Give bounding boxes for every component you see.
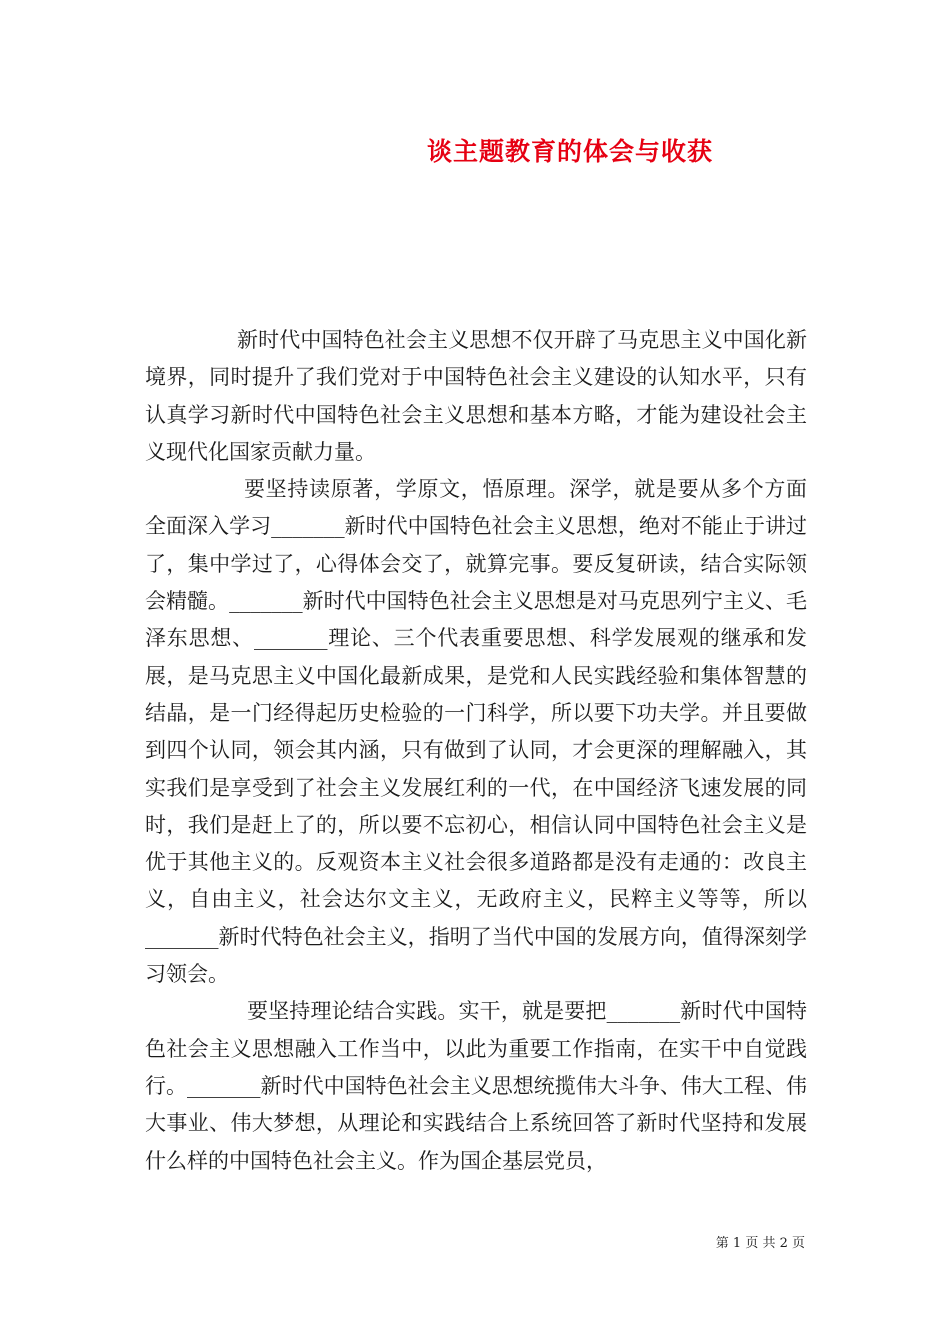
paragraph-study-original: 要坚持读原著，学原文，悟原理。深学，就是要从多个方面全面深入学习_______新时代中国特色社会主义思想，绝对不能止于讲过了，集中学过了，心得体会交了，就算完事。要反复研读，结合实际领会精髓。_______新时代中国特色社会主义思想是对马克思列宁主义、毛泽东思想、_______理论、三个代表重要思想、科学发展观的继承和发展，是马克思主义中国化最新成果，是党和人民实践经验和集体智慧的结晶，是一门经得起历史检验的一门科学，所以要下功夫学。并且要做到四个认同，领会其内涵，只有做到了认同，才会更深的理解融入，其实我们是享受到了社会主义发展红利的一代，在中国经济飞速发展的同时，我们是赶上了的，所以要不忘初心，相信认同中国特色社会主义是优于其他主义的。反观资本主义社会很多道路都是没有走通的：改良主义，自由主义，社会达尔文主义，无政府主义，民粹主义等等，所以_______新时代特色社会主义，指明了当代中国的发展方向，值得深刻学习领会。 [145,477,807,987]
page-number-footer: 第 1 页 共 2 页 [715,1236,805,1251]
document-title: 谈主题教育的体会与收获 [426,137,713,166]
document-body [145,322,807,1180]
paragraph-intro: 新时代中国特色社会主义思想不仅开辟了马克思主义中国化新境界，同时提升了我们党对于中国特色社会主义建设的认知水平，只有认真学习新时代中国特色社会主义思想和基本方略，才能为建设社会主义现代化国家贡献力量。 [145,328,807,464]
paragraph-theory-practice: 要坚持理论结合实践。实干，就是要把_______新时代中国特色社会主义思想融入工作当中，以此为重要工作指南，在实干中自觉践行。_______新时代中国特色社会主义思想统揽伟大斗争、伟大工程、伟大事业、伟大梦想，从理论和实践结合上系统回答了新时代坚持和发展什么样的中国特色社会主义。作为国企基层党员， [145,999,807,1173]
